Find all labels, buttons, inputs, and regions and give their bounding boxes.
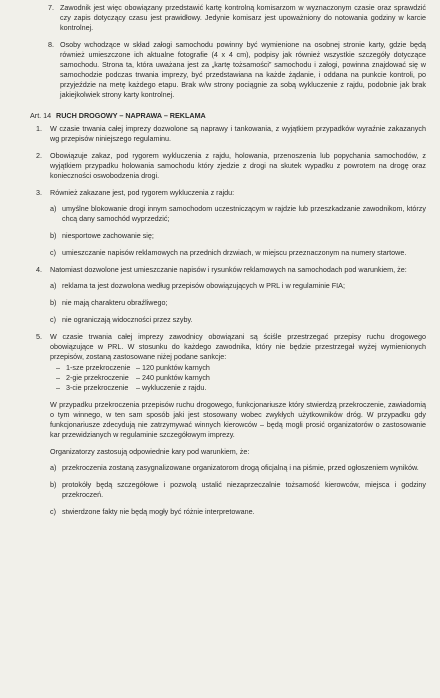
list-text: umieszczanie napisów reklamowych na przednich drzwiach, w miejscu przeznaczonym na numery startowe. (62, 248, 407, 257)
list-item (50, 298, 426, 308)
paragraph-text: Natomiast dozwolone jest umieszczanie napisów i rysunków reklamowych na samochodach pod warunkiem, że: (50, 265, 407, 274)
list-item (50, 315, 426, 325)
list-item (50, 507, 426, 517)
penalty-dash: – (56, 373, 60, 382)
penalty-label: 3-cie przekroczenie (66, 383, 129, 392)
list-letter: b) (50, 480, 57, 489)
list-text: protokóły będą szczegółowe i pozwolą ustalić niezaprzeczalnie tożsamość kierowców, miejsca i godziny przekroczeń. (62, 480, 426, 499)
list-letter: a) (50, 204, 57, 213)
list-letter: c) (50, 507, 56, 516)
paragraph-text: Obowiązuje zakaz, pod rygorem wykluczenia z rajdu, holowania, przenoszenia lub popychania samochodów, z wyjątkiem przypadku holowania samochodu który zjedzie z drogi na skutek wypadku z powrotem na drogę oraz konieczności oswobodzenia drogi. (50, 151, 426, 180)
list-letter: c) (50, 315, 56, 324)
art14-paragraph-2 (26, 151, 426, 181)
paragraph-text: Osoby wchodzące w skład załogi samochodu powinny być wymienione na osobnej stronie karty, gdzie będą również umieszczone ich aktualne fotografie (4 x 4 cm), podpisy jak również wszystkie szczegóły dotyczące samochodu. Strona ta, która uważana jest za „kartę tożsamości” samochodu i załogi, powinna znajdować się w samochodzie podczas trwania imprezy, być przedstawiana na każde żądanie, i oddana na punkcie kontroli, po przyjeździe na metę każdego etapu. Brak w/w strony pociągnie za sobą wykluczenie z rajdu, podobnie jak brak jakiejkolwiek strony karty kontrolnej. (60, 40, 426, 99)
list-letter: a) (50, 463, 57, 472)
penalty-value: – 240 punktów karnych (136, 373, 210, 382)
paragraph-text: Zawodnik jest więc obowiązany przedstawić kartę kontrolną komisarzom w wyznaczonym czasie oraz sprawdzić czy zapis dotyczący czasu jest prawidłowy. Jedynie komisarz jest upoważniony do notowania godziny w karcie kontrolnej. (60, 3, 426, 32)
penalty-row (56, 383, 426, 393)
penalty-value: – 120 punktów karnych (136, 363, 210, 372)
list-text: niesportowe zachowanie się; (62, 231, 154, 240)
paragraph-number: 5. (36, 332, 42, 341)
list-item (50, 463, 426, 473)
paragraph-number: 4. (36, 265, 42, 274)
list-item (50, 204, 426, 224)
paragraph-number: 7. (48, 3, 54, 12)
paragraph-text: W czasie trwania całej imprezy zawodnicy obowiązani są ściśle przestrzegać przepisy ruchu drogowego obowiązujące w PRL. W stosunku do każdego zawodnika, który nie będzie przestrzegał wyżej wymienionych przepisów, zostaną zastosowane niżej podane sankcje: (50, 332, 426, 361)
list-text: przekroczenia zostaną zasygnalizowane organizatorom drogą oficjalną i na piśmie, przed ogłoszeniem wyników. (62, 463, 419, 472)
list-text: reklama ta jest dozwolona według przepisów obowiązujących w PRL i w regulaminie FIA; (62, 281, 345, 290)
paragraph-text: Organizatorzy zastosują odpowiednie kary pod warunkiem, że: (50, 447, 250, 456)
list-letter: b) (50, 231, 57, 240)
list-item (50, 480, 426, 500)
list-text: nie ograniczają widoczności przez szyby. (62, 315, 193, 324)
art14-paragraph-4 (26, 265, 426, 325)
paragraph-number: 1. (36, 124, 42, 133)
paragraph-text: W przypadku przekroczenia przepisów ruchu drogowego, funkcjonariusze który stwierdzą przekroczenie, zawiadomią o tym winnego, w ten sam sposób jaki jest stosowany wobec zwykłych użytkowników dróg. W przypadku gdy funkcjonariusze zdecydują nie zatrzymywać winnych kierowców – będą mogli prosić organizatorów o zastosowanie kar przewidzianych w regulaminie szczegółowym imprezy. (50, 400, 426, 439)
art14-paragraph-1 (26, 124, 426, 144)
penalty-label: 1-sze przekroczenie (66, 363, 131, 372)
art14-paragraph-5 (26, 332, 426, 517)
list-item (50, 248, 426, 258)
paragraph-text: W czasie trwania całej imprezy dozwolone są naprawy i tankowania, z wyjątkiem przypadków wyraźnie zakazanych wg przepisów niniejszego regulaminu. (50, 124, 426, 143)
article-title: RUCH DROGOWY – NAPRAWA – REKLAMA (56, 111, 206, 120)
list-text: umyślne blokowanie drogi innym samochodom uczestniczącym w rajdzie lub przeszkadzanie zawodnikom, którzy chcą dany samochód wyprzedzić; (62, 204, 426, 223)
penalty-label: 2-gie przekroczenie (66, 373, 129, 382)
list-letter: c) (50, 248, 56, 257)
list-text: stwierdzone fakty nie będą mogły być różnie interpretowane. (62, 507, 255, 516)
paragraph-text: Również zakazane jest, pod rygorem wykluczenia z rajdu: (50, 188, 235, 197)
penalty-row (56, 373, 426, 383)
article-heading (26, 111, 426, 121)
paragraph-7 (26, 3, 426, 33)
paragraph-8 (26, 40, 426, 100)
article-number: Art. 14 (30, 111, 52, 120)
penalty-value: – wykluczenie z rajdu. (136, 383, 207, 392)
list-letter: b) (50, 298, 57, 307)
list-item (50, 281, 426, 291)
penalty-row (56, 363, 426, 373)
list-letter: a) (50, 281, 57, 290)
penalty-dash: – (56, 383, 60, 392)
paragraph-number: 3. (36, 188, 42, 197)
paragraph-number: 2. (36, 151, 42, 160)
art14-paragraph-3 (26, 188, 426, 258)
penalty-dash: – (56, 363, 60, 372)
penalty-list (56, 363, 426, 393)
list-item (50, 231, 426, 241)
list-text: nie mają charakteru obraźliwego; (62, 298, 168, 307)
paragraph-number: 8. (48, 40, 54, 49)
